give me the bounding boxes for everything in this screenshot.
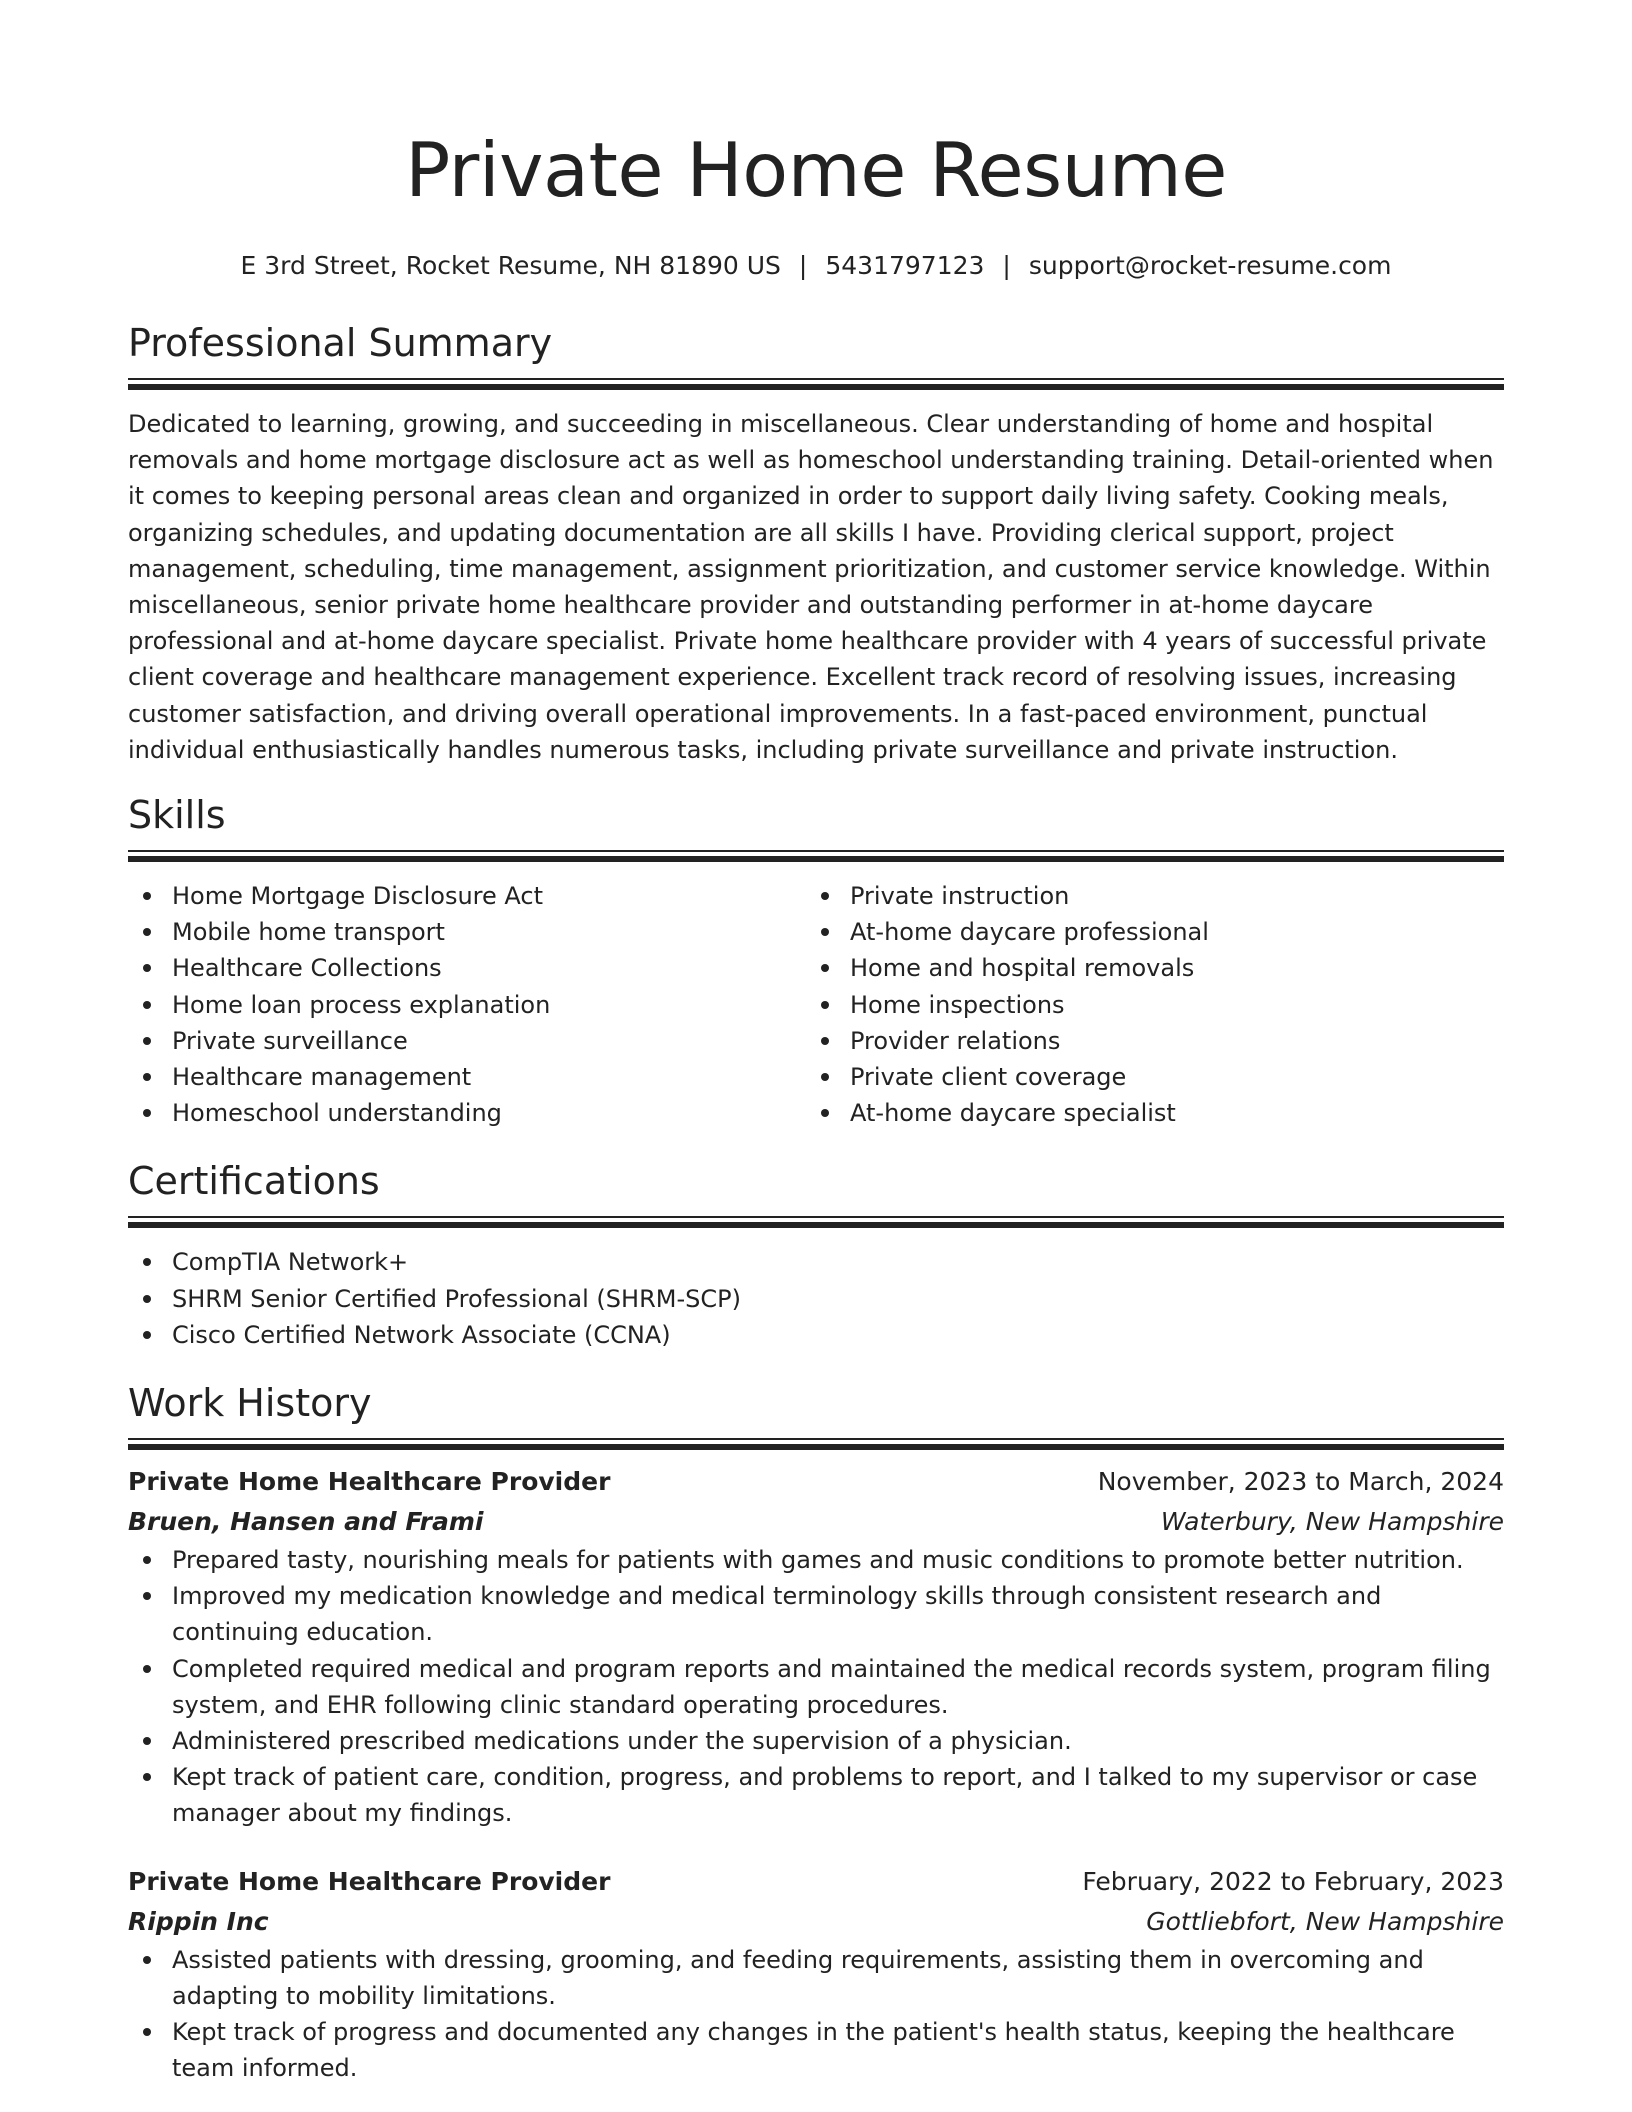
section-title-skills: Skills (128, 793, 226, 838)
job-subheader (128, 1502, 1504, 1542)
skill-item: Home and hospital removals (806, 950, 1484, 986)
section-divider (128, 850, 1504, 862)
skill-item: Healthcare Collections (128, 950, 806, 986)
job-title: Private Home Healthcare Provider (128, 1866, 611, 1896)
summary-section (128, 319, 1504, 768)
skill-item: Provider relations (806, 1023, 1484, 1059)
skills-section (128, 791, 1504, 1131)
section-divider (128, 378, 1504, 390)
contact-email: support@rocket-resume.com (1028, 251, 1392, 280)
job-duty-item: Completed required medical and program reports and maintained the medical records system, program filing system, and EHR following clinic standard operating procedures. (128, 1651, 1504, 1723)
job-dates: February, 2022 to February, 2023 (1082, 1866, 1504, 1896)
resume-page (128, 0, 1504, 2087)
summary-text: Dedicated to learning, growing, and succeeding in miscellaneous. Clear understanding of home and hospital removals and home mortgage disclosure act as well as homeschool understanding training. Detail-oriented when it comes to keeping personal areas clean and organized in order to support daily living safety. Cooking meals, organizing schedules, and updating documentation are all skills I have. Providing clerical support, project management, scheduling, time management, assignment prioritization, and customer service knowledge. Within miscellaneous, senior private home healthcare provider and outstanding performer in at-home daycare professional and at-home daycare specialist. Private home healthcare provider with 4 years of successful private client coverage and healthcare management experience. Excellent track record of resolving issues, increasing customer satisfaction, and driving overall operational improvements. In a fast-paced environment, punctual individual enthusiastically handles numerous tasks, including private surveillance and private instruction. (128, 410, 1494, 764)
job-subheader (128, 1902, 1504, 1942)
contact-separator: | (1002, 251, 1011, 280)
skill-item: Private surveillance (128, 1023, 806, 1059)
job-duty-item: Kept track of patient care, condition, progress, and problems to report, and I talked to my supervisor or case manager about my findings. (128, 1759, 1504, 1831)
certifications-list (128, 1244, 1504, 1353)
job-duty-item: Improved my medication knowledge and medical terminology skills through consistent research and continuing education. (128, 1578, 1504, 1650)
job-title: Private Home Healthcare Provider (128, 1467, 611, 1497)
certification-item: Cisco Certified Network Associate (CCNA) (128, 1317, 1504, 1353)
section-title-work-history: Work History (128, 1381, 372, 1426)
skill-item: Home inspections (806, 987, 1484, 1023)
work-history-section (128, 1379, 1504, 2086)
contact-separator: | (798, 251, 808, 280)
job-duties-list (128, 1942, 1504, 2087)
certifications-section (128, 1157, 1504, 1353)
skills-left-column (128, 878, 806, 1131)
skill-item: Mobile home transport (128, 914, 806, 950)
job-header (128, 1862, 1504, 1902)
resume-name: Private Home Resume (405, 126, 1227, 214)
job-dates: November, 2023 to March, 2024 (1097, 1467, 1504, 1497)
skill-item: Private client coverage (806, 1059, 1484, 1095)
skill-item: Home Mortgage Disclosure Act (128, 878, 806, 914)
certification-item: CompTIA Network+ (128, 1244, 1504, 1280)
job-company: Bruen, Hansen and Frami (128, 1507, 484, 1537)
skill-item: Private instruction (806, 878, 1484, 914)
job-header (128, 1462, 1504, 1502)
job-location: Waterbury, New Hampshire (1160, 1507, 1504, 1537)
section-divider (128, 1438, 1504, 1450)
job-entry (128, 1462, 1504, 1832)
job-location: Gottliebfort, New Hampshire (1146, 1906, 1504, 1936)
job-duty-item: Administered prescribed medications under the supervision of a physician. (128, 1723, 1504, 1759)
contact-line (128, 250, 1504, 282)
section-title-summary: Professional Summary (128, 321, 553, 365)
skill-item: Home loan process explanation (128, 987, 806, 1023)
job-company: Rippin Inc (128, 1906, 269, 1936)
job-duty-item: Assisted patients with dressing, grooming, and feeding requirements, assisting them in overcoming and adapting to mobility limitations. (128, 1942, 1504, 2014)
contact-address: E 3rd Street, Rocket Resume, NH 81890 US (240, 251, 781, 280)
job-duty-item: Prepared tasty, nourishing meals for patients with games and music conditions to promote better nutrition. (128, 1542, 1504, 1578)
skill-item: Homeschool understanding (128, 1095, 806, 1131)
certification-item: SHRM Senior Certified Professional (SHRM-SCP) (128, 1281, 1504, 1317)
skills-right-column (806, 878, 1484, 1131)
contact-phone: 5431797123 (825, 251, 985, 280)
job-entry (128, 1862, 1504, 2087)
skills-grid (128, 878, 1504, 1131)
section-title-certifications: Certifications (128, 1159, 380, 1204)
skill-item: At-home daycare specialist (806, 1095, 1484, 1131)
job-duties-list (128, 1542, 1504, 1832)
section-divider (128, 1216, 1504, 1228)
job-duty-item: Kept track of progress and documented any changes in the patient's health status, keeping the healthcare team informed. (128, 2014, 1504, 2086)
skill-item: Healthcare management (128, 1059, 806, 1095)
skill-item: At-home daycare professional (806, 914, 1484, 950)
